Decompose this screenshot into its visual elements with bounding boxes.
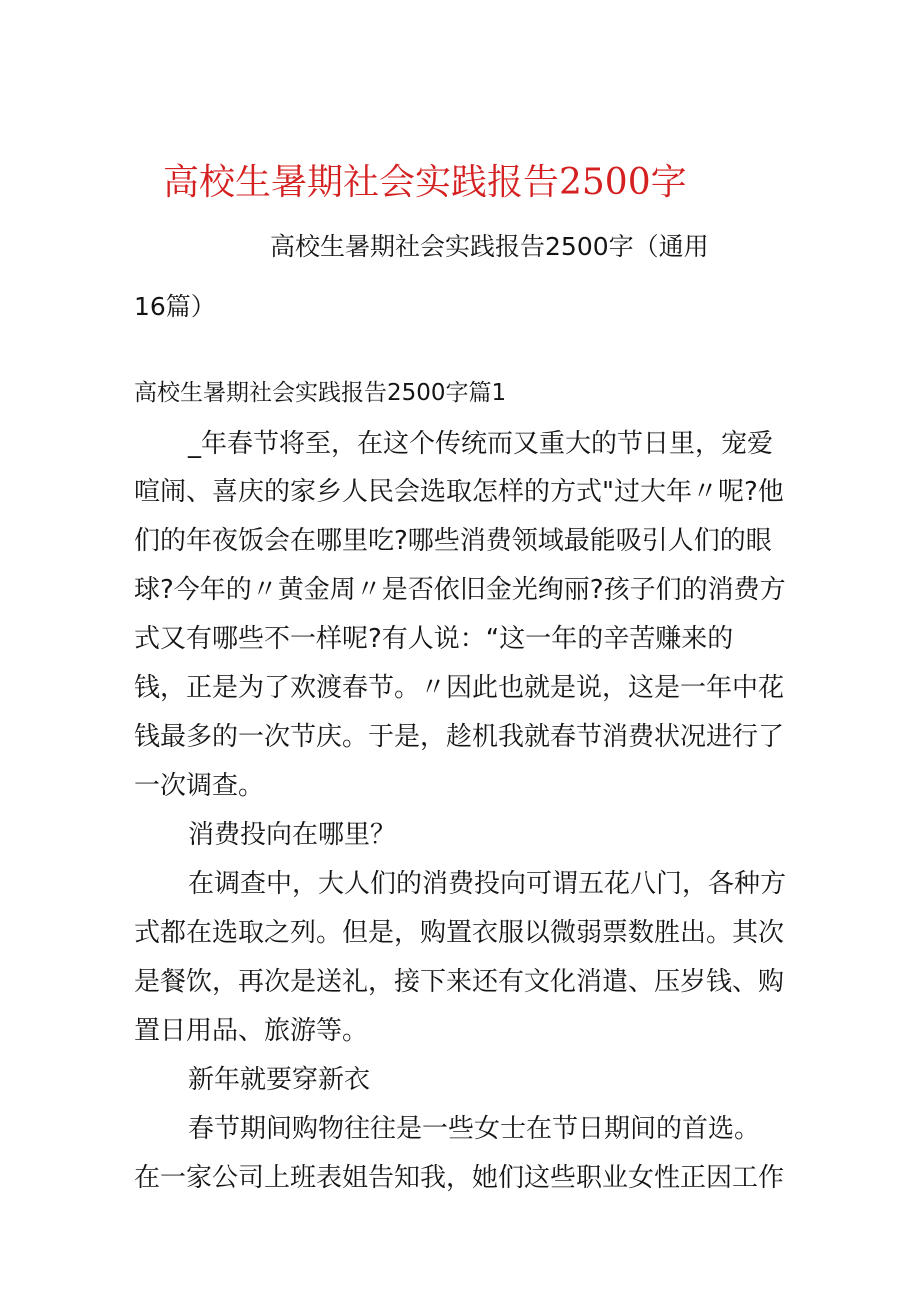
paragraph-line: 式又有哪些不一样呢?有人说：“这一年的辛苦赚来的 (134, 624, 734, 654)
paragraph-line: 在一家公司上班表姐告知我，她们这些职业女性正因工作 (134, 1163, 785, 1193)
paragraph-line: 是餐饮，再次是送礼，接下来还有文化消遣、压岁钱、购 (134, 967, 785, 997)
paragraph-line: 钱最多的一次节庆。于是，趁机我就春节消费状况进行了 (134, 722, 785, 752)
subheading-consumption-direction: 消费投向在哪里？ (188, 820, 397, 850)
paragraph-line: 球?今年的〃黄金周〃是否依旧金光绚丽?孩子们的消费方 (134, 575, 786, 605)
paragraph-line: 在调查中，大人们的消费投向可谓五花八门，各种方 (188, 869, 787, 899)
paragraph-line: 喧闹、喜庆的家乡人民会选取怎样的方式"过大年〃呢?他 (134, 477, 784, 507)
section-heading: 高校生暑期社会实践报告2500字篇1 (134, 380, 507, 406)
document-subtitle-line-1: 高校生暑期社会实践报告2500字（通用 (270, 232, 709, 261)
paragraph-line: 春节期间购物往往是一些女士在节日期间的首选。 (188, 1114, 761, 1144)
paragraph-line: 们的年夜饭会在哪里吃?哪些消费领域最能吸引人们的眼 (134, 526, 772, 556)
subheading-new-clothes: 新年就要穿新衣 (188, 1065, 371, 1095)
document-subtitle-line-2: 16篇） (134, 292, 216, 321)
paragraph-line: 钱，正是为了欢渡春节。〃因此也就是说，这是一年中花 (134, 673, 785, 703)
paragraph-line: 一次调查。 (134, 771, 265, 801)
paragraph-line: _年春节将至，在这个传统而又重大的节日里，宠爱 (188, 429, 774, 459)
paragraph-line: 置日用品、旅游等。 (134, 1016, 369, 1046)
document-title: 高校生暑期社会实践报告2500字 (163, 162, 687, 203)
paragraph-line: 式都在选取之列。但是，购置衣服以微弱票数胜出。其次 (134, 918, 785, 948)
